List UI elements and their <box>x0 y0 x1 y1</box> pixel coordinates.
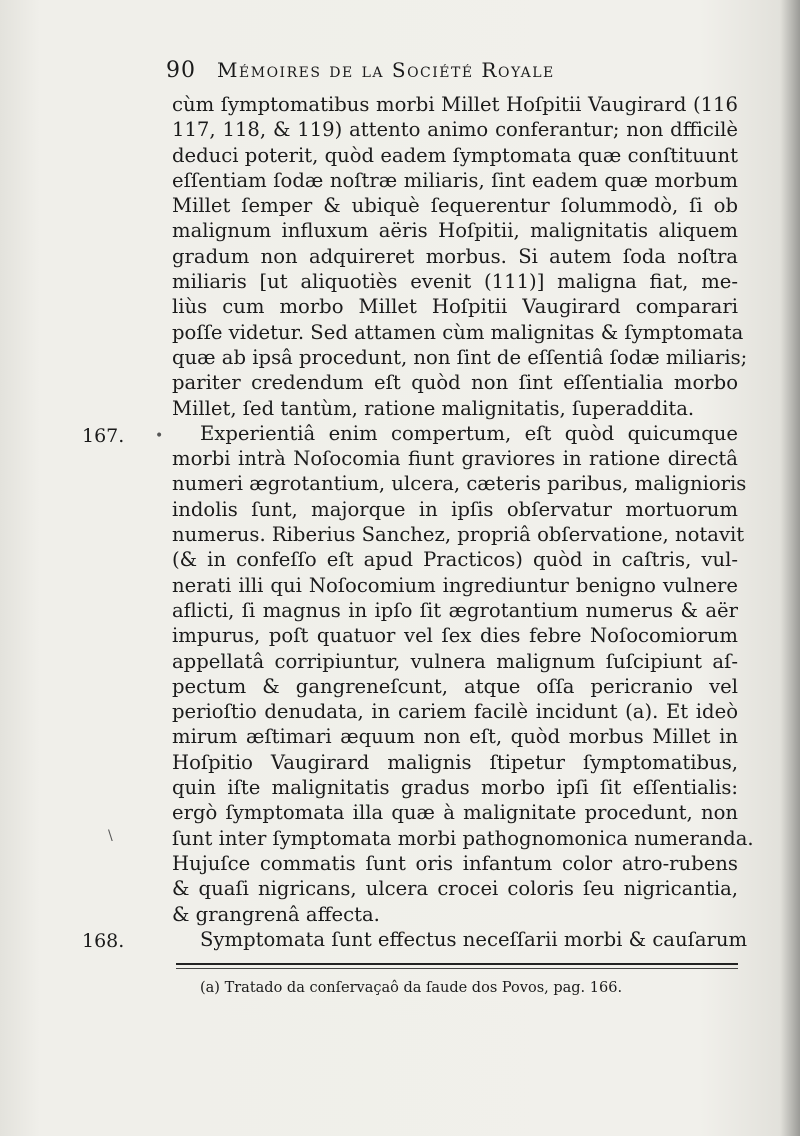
text-line: Hujuſce commatis ſunt oris infantum color atro-rubens <box>172 851 738 875</box>
text-line: Hoſpitio Vaugirard malignis ſtipetur ſymptomatibus, <box>172 750 738 774</box>
text-line: 117, 118, & 119) attento animo conferantur; non dfficilè <box>172 118 738 142</box>
text-line: gradum non adquireret morbus. Si autem ſoda noſtra <box>172 244 738 268</box>
text-line: Millet ſemper & ubiquè ſequerentur ſolummodò, ſi ob <box>172 194 738 218</box>
footnote-rule <box>176 963 738 965</box>
text-line: poſſe videtur. Sed attamen cùm malignitas & ſymptomata <box>172 320 744 344</box>
text-line: quin iſte malignitatis gradus morbo ipſi ſit eſſentialis: <box>172 776 738 800</box>
text-line: ſunt inter ſymptomata morbi pathognomonica numeranda. <box>172 826 754 850</box>
text-line: numerus. Riberius Sanchez, propriâ obſervatione, notavit <box>172 523 745 547</box>
text-line: Experientiâ enim compertum, eſt quòd quicumque <box>200 421 738 445</box>
text-line: eſſentiam ſodæ noſtræ miliaris, ſint eadem quæ morbum <box>172 168 738 192</box>
text-line: nerati illi qui Noſocomium ingrediuntur benigno vulnere <box>172 573 738 597</box>
text-line: & grangrenâ affecta. <box>172 902 380 926</box>
page-number: 90 <box>166 58 196 83</box>
text-line: (& in confeſſo eſt apud Practicos) quòd in caſtris, vul- <box>172 548 738 572</box>
text-line: & quaſi nigricans, ulcera crocei coloris ſeu nigricantia, <box>172 877 738 901</box>
text-line: liùs cum morbo Millet Hoſpitii Vaugirard comparari <box>172 295 738 319</box>
text-line: miliaris [ut aliquotiès evenit (111)] maligna fiat, me- <box>172 270 738 294</box>
text-line: pectum & gangreneſcunt, atque oſſa pericranio vel <box>172 674 738 698</box>
text-line: numeri ægrotantium, ulcera, cæteris paribus, malignioris <box>172 472 747 496</box>
footnote: (a) Tratado da conſervaçaô da ſaude dos Povos, pag. 166. <box>200 980 623 996</box>
text-line: indolis ſunt, majorque in ipſis obſervatur mortuorum <box>172 497 738 521</box>
text-line: appellatâ corripiuntur, vulnera malignum ſuſcipiunt aſ- <box>172 649 738 673</box>
paragraph-number-167: 167. <box>82 425 125 447</box>
text-line: ergò ſymptomata illa quæ à malignitate procedunt, non <box>172 801 738 825</box>
text-line: morbi intrà Noſocomia fiunt graviores in ratione directâ <box>172 447 738 471</box>
margin-dot: • <box>155 428 164 444</box>
text-line: perioſtio denudata, in cariem facilè incidunt (a). Et ideò <box>172 700 738 724</box>
text-body <box>172 92 754 952</box>
margin-mark: \ <box>108 828 113 844</box>
running-title: Mémoires de la Société Royale <box>217 58 555 82</box>
text-line: Symptomata ſunt effectus neceſſarii morbi & cauſarum <box>200 927 748 951</box>
paragraph-number-168: 168. <box>82 930 125 952</box>
text-line: impurus, poſt quatuor vel ſex dies febre Noſocomiorum <box>172 624 738 648</box>
text-line: mirum æſtimari æquum non eſt, quòd morbus Millet in <box>172 725 738 749</box>
text-line: pariter credendum eſt quòd non ſint eſſentialia morbo <box>172 371 738 395</box>
footnote-rule-thin <box>176 968 738 969</box>
text-line: malignum influxum aëris Hoſpitii, malignitatis aliquem <box>172 219 738 243</box>
text-line: quæ ab ipsâ procedunt, non ſint de eſſentiâ ſodæ miliaris; <box>172 345 748 369</box>
text-line: deduci poterit, quòd eadem ſymptomata quæ conſtituunt <box>172 143 738 167</box>
text-line: cùm ſymptomatibus morbi Millet Hoſpitii Vaugirard (116 <box>172 93 738 116</box>
text-line: aflicti, ſi magnus in ipſo ſit ægrotantium numerus & aër <box>172 598 738 622</box>
text-line: Millet, ſed tantùm, ratione malignitatis, ſuperaddita. <box>172 396 695 420</box>
running-header <box>166 58 726 83</box>
